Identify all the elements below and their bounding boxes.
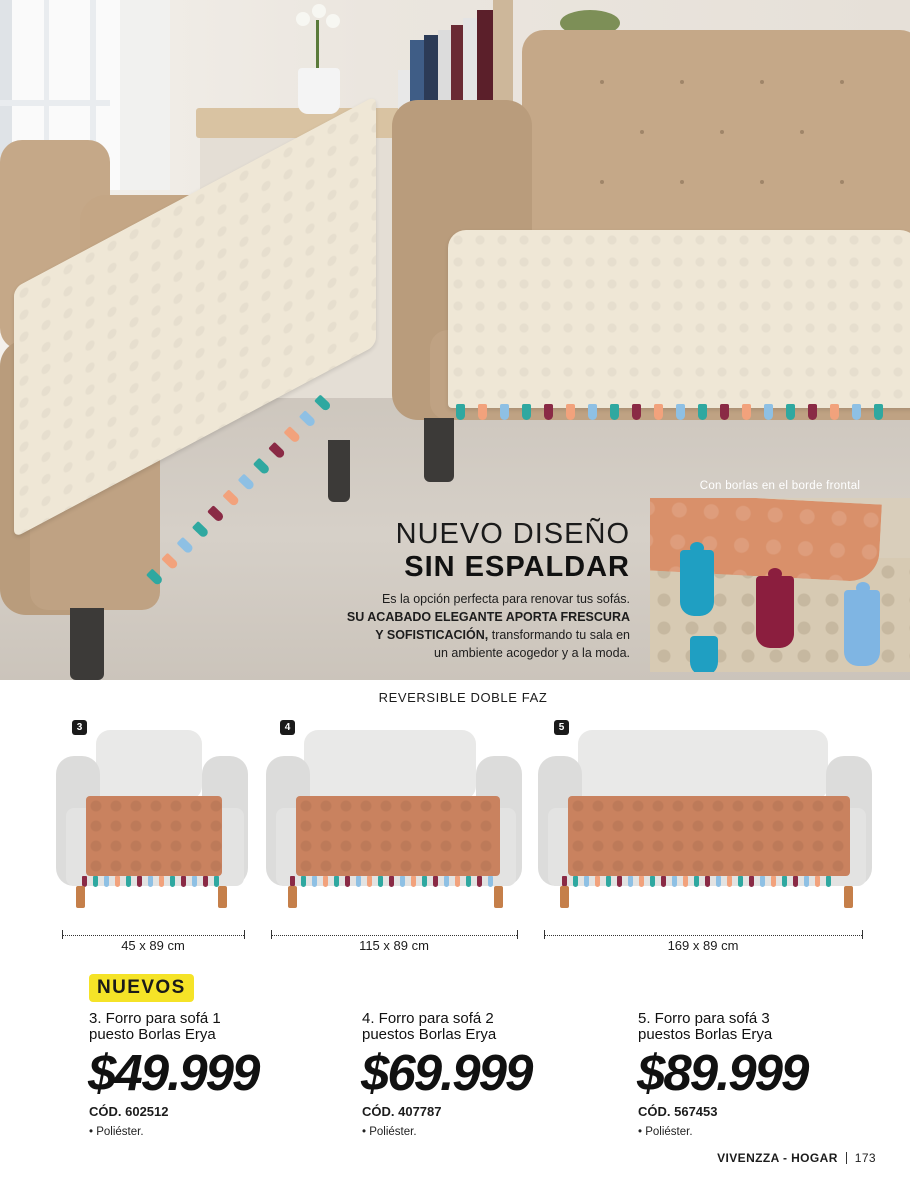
hero-title-bold: SIN ESPALDAR [404, 551, 630, 583]
product-number-badge: 4 [280, 720, 295, 735]
page-footer [717, 1151, 876, 1165]
product-image-1-seat [56, 728, 252, 920]
dimension-ruler [272, 935, 517, 937]
blue-tassel [680, 550, 714, 616]
product-price: $89.999 [637, 1044, 808, 1101]
hero-title-light: NUEVO DISEÑO [395, 518, 630, 550]
tassel-detail-photo [650, 498, 910, 672]
product-image-3-seat [538, 728, 876, 920]
dimension-label: 115 x 89 cm [359, 938, 429, 953]
dimension-ruler [63, 935, 244, 937]
sofa-leg [424, 418, 454, 482]
product-material: • Poliéster. [362, 1126, 417, 1138]
lightblue-tassel [844, 590, 880, 666]
page-number: 173 [854, 1151, 876, 1165]
product-price: $69.999 [361, 1044, 532, 1101]
product-code: CÓD. 407787 [362, 1104, 442, 1119]
product-name: 4. Forro para sofá 2 puestos Borlas Erya [362, 1010, 497, 1043]
hero-text-block [347, 518, 630, 662]
dimension-label: 45 x 89 cm [121, 938, 185, 953]
product-name: 5. Forro para sofá 3 puestos Borlas Erya [638, 1010, 773, 1043]
product-code: CÓD. 567453 [638, 1104, 718, 1119]
right-sofa-back [522, 30, 910, 235]
product-material: • Poliéster. [638, 1126, 693, 1138]
hero-description: Es la opción perfecta para renovar tus sofás. SU ACABADO ELEGANTE APORTA FRESCURA Y SOFISTICACIÓN, transformando tu sala en un ambiente acogedor y a la moda. [346, 592, 630, 660]
product-image-2-seat [266, 728, 526, 920]
reversible-label: REVERSIBLE DOBLE FAZ [378, 690, 548, 705]
product-material: • Poliéster. [89, 1126, 144, 1138]
product-number-badge: 3 [72, 720, 87, 735]
product-price: $49.999 [88, 1044, 259, 1101]
detail-caption: Con borlas en el borde frontal [699, 480, 861, 492]
orchid-flower [296, 12, 310, 26]
dimension-ruler [545, 935, 862, 937]
right-throw-tassels [456, 404, 896, 420]
right-sofa-throw [448, 230, 910, 408]
product-number-badge: 5 [554, 720, 569, 735]
wine-tassel [756, 576, 794, 648]
new-badge: NUEVOS [89, 974, 194, 1002]
footer-brand: VIVENZZA - HOGAR [717, 1151, 838, 1165]
product-code: CÓD. 602512 [89, 1104, 169, 1119]
product-name: 3. Forro para sofá 1 puesto Borlas Erya [89, 1010, 221, 1043]
plant-pot [298, 68, 340, 114]
dimension-label: 169 x 89 cm [667, 938, 739, 953]
